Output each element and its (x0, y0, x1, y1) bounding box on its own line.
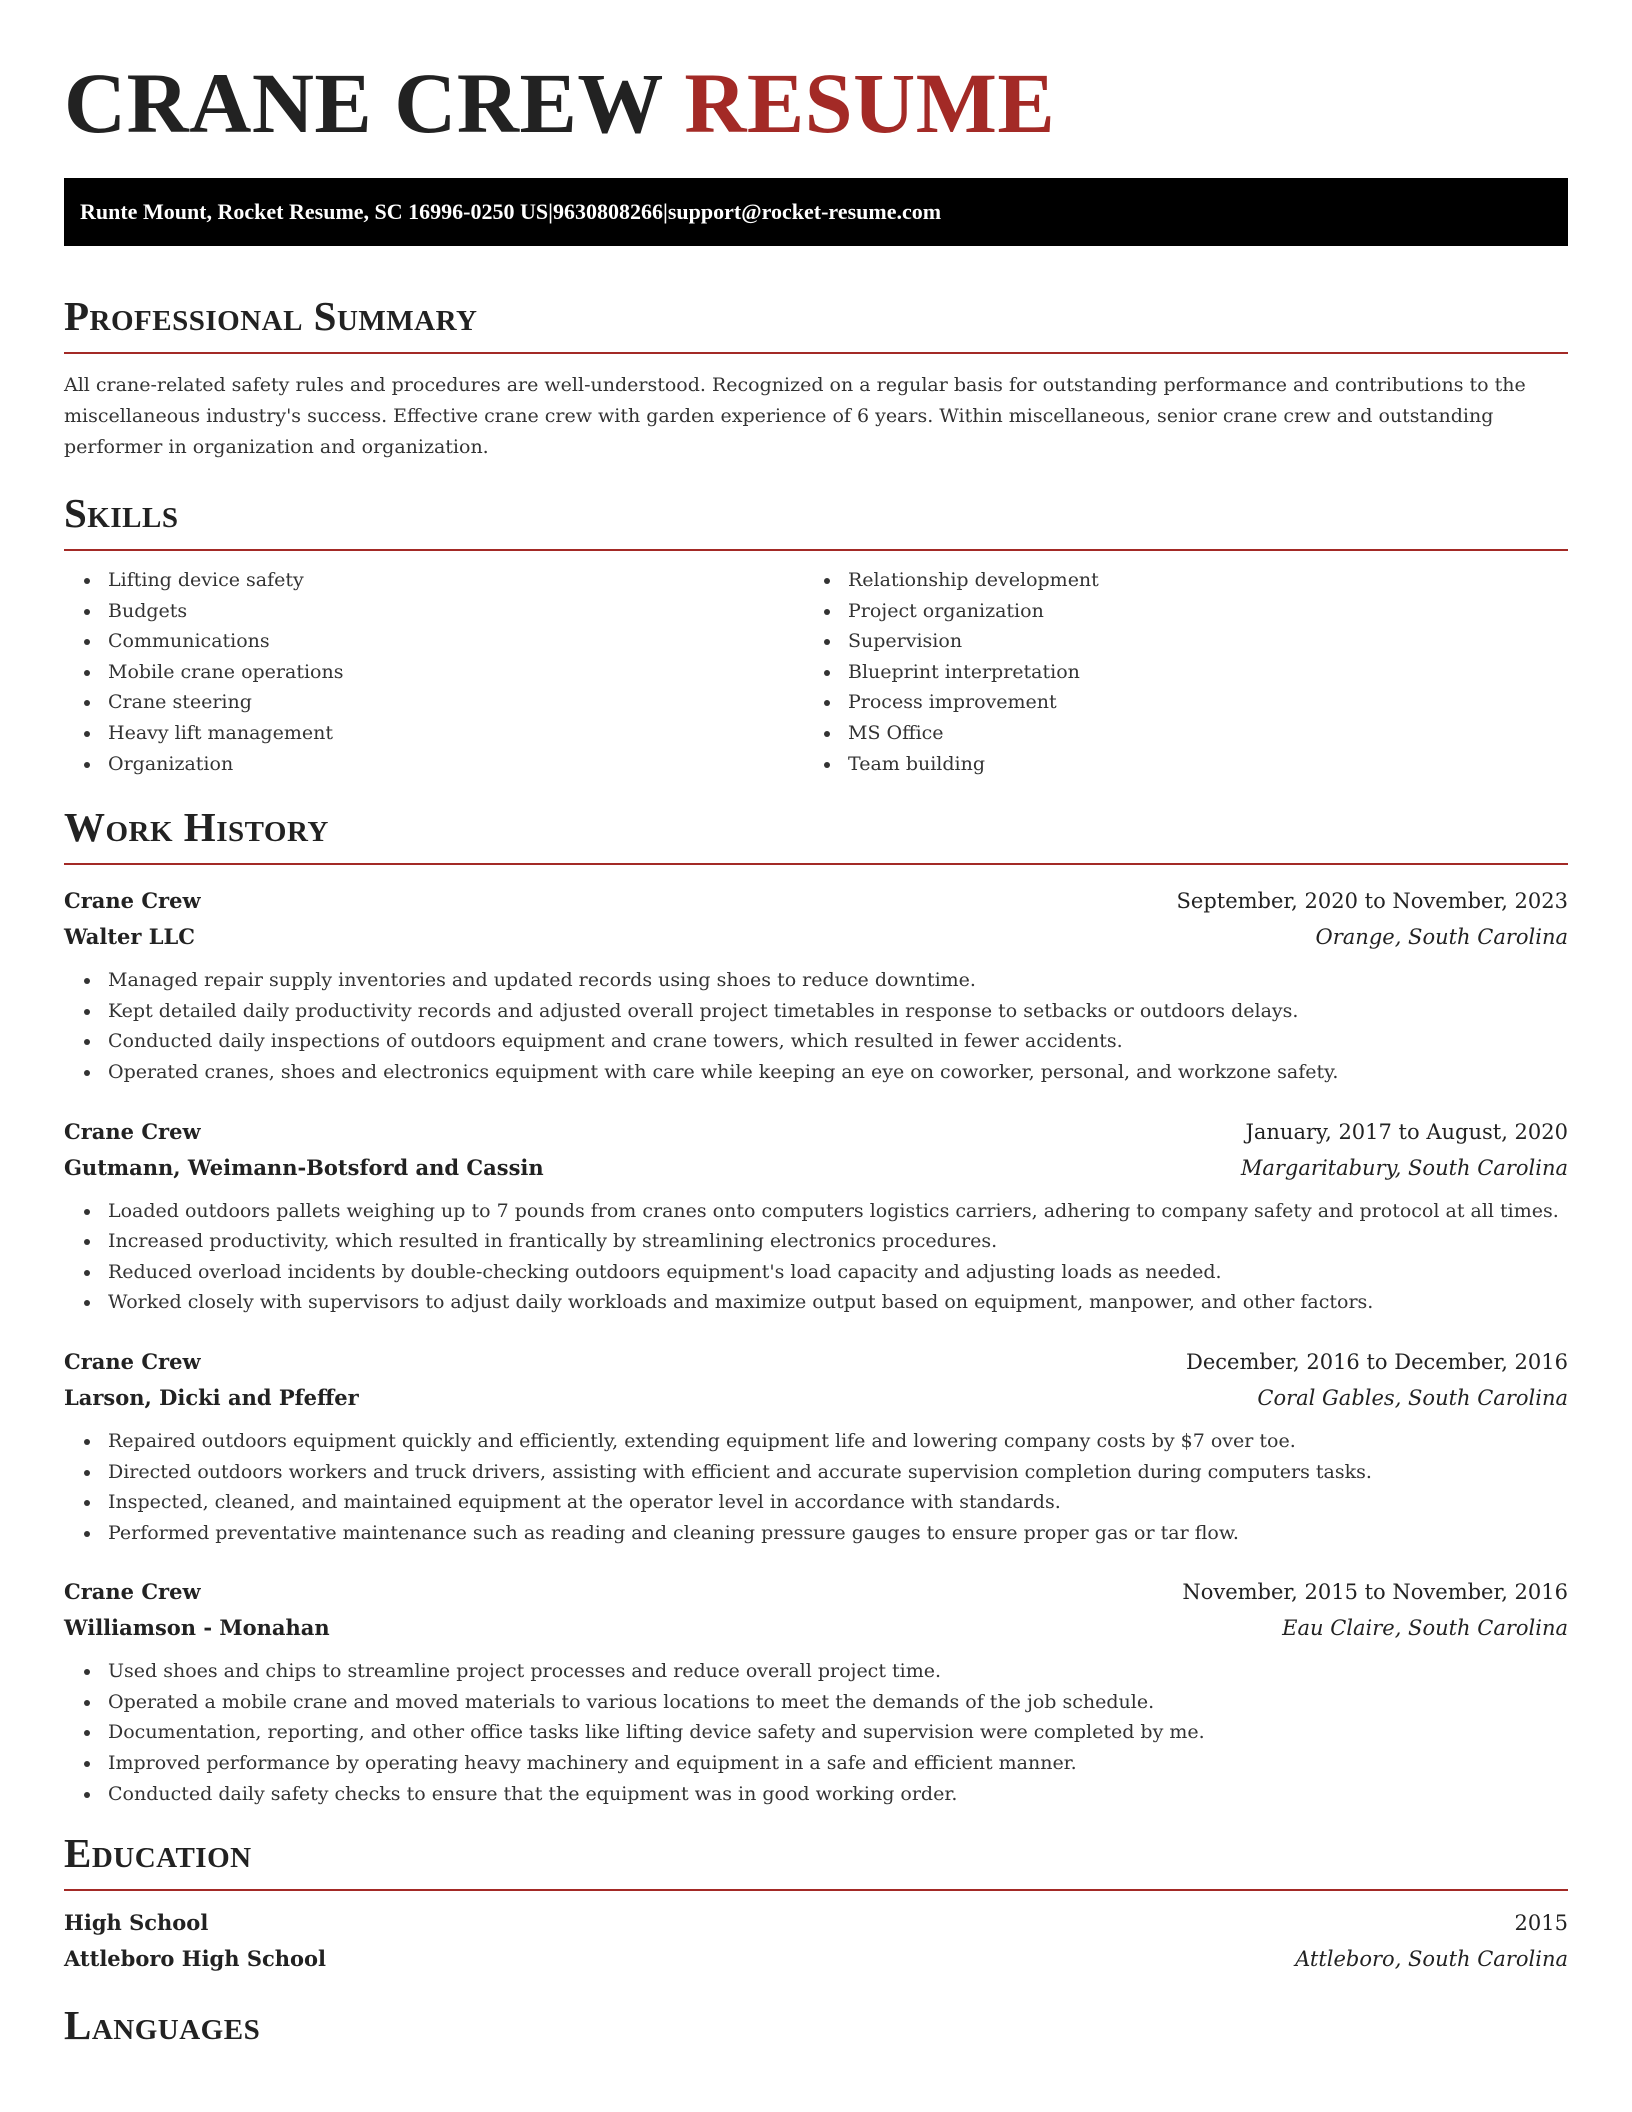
job-bullet: Directed outdoors workers and truck drivers, assisting with efficient and accurate supervision completion during computers tasks. (64, 1457, 1568, 1488)
skills-section (64, 491, 1568, 779)
job-bullet: Reduced overload incidents by double-checking outdoors equipment's load capacity and adjusting loads as needed. (64, 1257, 1568, 1288)
job-location: Margaritabury, South Carolina (1240, 1155, 1568, 1180)
skill-item: Heavy lift management (64, 718, 804, 749)
contact-separator: | (548, 199, 553, 224)
job-company: Walter LLC (64, 924, 196, 950)
job-bullet: Documentation, reporting, and other office tasks like lifting device safety and supervision were completed by me. (64, 1717, 1568, 1748)
job-entry (64, 1574, 1568, 1809)
job-bullet: Conducted daily safety checks to ensure that the equipment was in good working order. (64, 1779, 1568, 1810)
job-bullets (64, 1656, 1568, 1809)
work-history-section (64, 805, 1568, 1809)
education-school-row (64, 1941, 1568, 1977)
section-title-education: Education (64, 1831, 1568, 1891)
contact-phone: 9630808266 (552, 199, 663, 224)
job-bullet: Improved performance by operating heavy machinery and equipment in a safe and efficient manner. (64, 1748, 1568, 1779)
contact-bar (64, 178, 1568, 246)
contact-email: support@rocket-resume.com (667, 199, 942, 224)
skill-item: Team building (804, 749, 1544, 780)
job-bullet: Performed preventative maintenance such as reading and cleaning pressure gauges to ensure proper gas or tar flow. (64, 1518, 1568, 1549)
skill-item: Mobile crane operations (64, 657, 804, 688)
job-entry (64, 1114, 1568, 1318)
job-entry (64, 883, 1568, 1087)
skill-item: Communications (64, 626, 804, 657)
skills-columns (64, 565, 1568, 779)
skill-item: Supervision (804, 626, 1544, 657)
skill-item: Blueprint interpretation (804, 657, 1544, 688)
job-company-row (64, 919, 1568, 955)
education-section (64, 1831, 1568, 1977)
resume-page (64, 0, 1568, 2061)
education-location: Attleboro, South Carolina (1295, 1947, 1568, 1972)
skill-item: Process improvement (804, 687, 1544, 718)
job-title-row (64, 883, 1568, 919)
job-location: Orange, South Carolina (1315, 925, 1568, 950)
job-title: Crane Crew (64, 1118, 201, 1144)
skill-item: Project organization (804, 596, 1544, 627)
job-bullet: Operated cranes, shoes and electronics equipment with care while keeping an eye on coworker, personal, and workzone safety. (64, 1057, 1568, 1088)
job-dates: November, 2015 to November, 2016 (1182, 1580, 1568, 1605)
job-bullet: Conducted daily inspections of outdoors equipment and crane towers, which resulted in fewer accidents. (64, 1026, 1568, 1057)
skills-list-left (64, 565, 804, 779)
section-title-languages: Languages (64, 2002, 261, 2049)
resume-title (64, 55, 1568, 151)
job-location: Eau Claire, South Carolina (1282, 1616, 1568, 1641)
job-title: Crane Crew (64, 1348, 201, 1374)
job-dates: December, 2016 to December, 2016 (1186, 1349, 1568, 1374)
job-bullet: Loaded outdoors pallets weighing up to 7 pounds from cranes onto computers logistics carriers, adhering to company safety and protocol at all times. (64, 1196, 1568, 1227)
job-dates: January, 2017 to August, 2020 (1245, 1119, 1568, 1144)
job-title: Crane Crew (64, 1579, 201, 1605)
job-company: Gutmann, Weimann-Botsford and Cassin (64, 1154, 544, 1180)
job-title-row (64, 1344, 1568, 1380)
section-title-summary: Professional Summary (64, 294, 1568, 354)
job-bullets (64, 1426, 1568, 1548)
education-degree-row (64, 1905, 1568, 1941)
title-main: CRANE CREW (64, 55, 663, 151)
job-bullet: Repaired outdoors equipment quickly and efficiently, extending equipment life and lowering company costs by $7 over toe. (64, 1426, 1568, 1457)
job-dates: September, 2020 to November, 2023 (1176, 889, 1568, 914)
job-title-row (64, 1114, 1568, 1150)
job-bullet: Used shoes and chips to streamline project processes and reduce overall project time. (64, 1656, 1568, 1687)
job-bullet: Inspected, cleaned, and maintained equipment at the operator level in accordance with standards. (64, 1487, 1568, 1518)
education-degree: High School (64, 1910, 209, 1936)
skill-item: Relationship development (804, 565, 1544, 596)
job-title-row (64, 1574, 1568, 1610)
job-bullet: Kept detailed daily productivity records and adjusted overall project timetables in response to setbacks or outdoors delays. (64, 996, 1568, 1027)
section-title-skills: Skills (64, 491, 1568, 551)
job-company: Larson, Dicki and Pfeffer (64, 1384, 359, 1410)
job-bullet: Increased productivity, which resulted in frantically by streamlining electronics procedures. (64, 1226, 1568, 1257)
job-location: Coral Gables, South Carolina (1257, 1385, 1568, 1410)
contact-separator: | (662, 199, 668, 224)
contact-address: Runte Mount, Rocket Resume, SC 16996-0250 US (80, 199, 549, 224)
job-bullets (64, 965, 1568, 1087)
skill-item: Organization (64, 749, 804, 780)
job-title: Crane Crew (64, 888, 201, 914)
summary-section (64, 294, 1568, 463)
skill-item: MS Office (804, 718, 1544, 749)
job-bullet: Managed repair supply inventories and updated records using shoes to reduce downtime. (64, 965, 1568, 996)
education-entry (64, 1905, 1568, 1977)
job-company-row (64, 1150, 1568, 1186)
title-accent: RESUME (684, 55, 1056, 151)
job-bullets (64, 1196, 1568, 1318)
section-title-work-history: Work History (64, 805, 1568, 865)
job-company-row (64, 1610, 1568, 1646)
job-entry (64, 1344, 1568, 1548)
job-company: Williamson - Monahan (64, 1615, 330, 1641)
job-company-row (64, 1380, 1568, 1416)
languages-section (64, 2003, 1568, 2061)
job-bullet: Operated a mobile crane and moved materials to various locations to meet the demands of the job schedule. (64, 1687, 1568, 1718)
skill-item: Crane steering (64, 687, 804, 718)
skill-item: Lifting device safety (64, 565, 804, 596)
education-year: 2015 (1514, 1911, 1568, 1936)
summary-text: All crane-related safety rules and procedures are well-understood. Recognized on a regular basis for outstanding performance and contributions to the miscellaneous industry's success. Effective crane crew with garden experience of 6 years. Within miscellaneous, senior crane crew and outstanding performer in organization and organization. (64, 374, 1526, 458)
education-school: Attleboro High School (64, 1946, 327, 1972)
job-bullet: Worked closely with supervisors to adjust daily workloads and maximize output based on equipment, manpower, and other factors. (64, 1287, 1568, 1318)
skills-list-right (804, 565, 1544, 779)
skill-item: Budgets (64, 596, 804, 627)
